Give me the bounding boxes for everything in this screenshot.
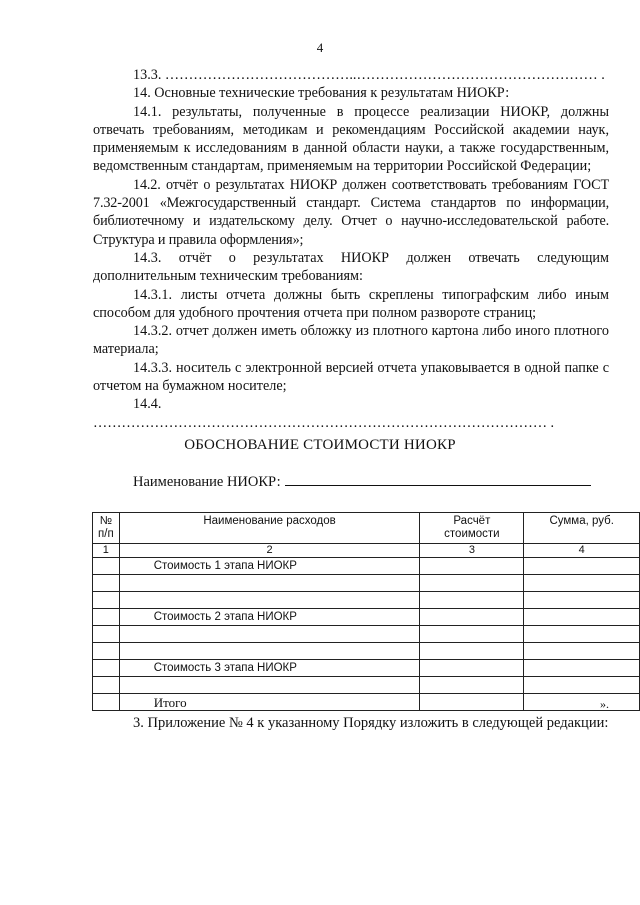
column-numbers-row — [93, 544, 640, 558]
niokr-name-label: Наименование НИОКР: — [133, 474, 281, 490]
table-cell — [524, 643, 640, 660]
appendix-paragraph: 3. Приложение № 4 к указанному Порядку изложить в следующей редакции: — [133, 715, 609, 731]
paragraph-14-4: 14.4. …………………………………………………………………………………… . — [93, 396, 555, 431]
requirements-text — [93, 66, 609, 432]
paragraph-14-2: 14.2. отчёт о результатах НИОКР должен соответствовать требованиям ГОСТ 7.32-2001 «Межгосударственный стандарт. Система стандартов по информации, библиотечному и издательскому делу. Отчет о научно-исследовательской работе. Структура и правила оформления»; — [93, 176, 609, 248]
paragraph-14-3: 14.3. отчёт о результатах НИОКР должен отвечать следующим дополнительным техническим требованиям: — [93, 249, 609, 285]
table-cell: Стоимость 2 этапа НИОКР — [119, 609, 420, 626]
table-cell — [93, 575, 120, 592]
table-cell — [524, 660, 640, 677]
table-row — [93, 575, 640, 592]
table-row — [93, 609, 640, 626]
table-cell — [119, 643, 420, 660]
header-expense-name: Наименование расходов — [119, 513, 420, 544]
table-cell — [420, 592, 524, 609]
table-row — [93, 592, 640, 609]
column-number: 2 — [119, 544, 420, 558]
table-cell — [93, 660, 120, 677]
table-cell — [524, 694, 640, 711]
table-cell — [420, 575, 524, 592]
niokr-name-line — [133, 474, 591, 491]
section-heading: ОБОСНОВАНИЕ СТОИМОСТИ НИОКР — [184, 437, 456, 453]
table-cell: Стоимость 3 этапа НИОКР — [119, 660, 420, 677]
table-cell — [420, 694, 524, 711]
table-cell — [119, 626, 420, 643]
table-header-row — [93, 513, 640, 544]
header-calculation: Расчёт стоимости — [420, 513, 524, 544]
header-amount: Сумма, руб. — [524, 513, 640, 544]
paragraph-14-3-2: 14.3.2. отчет должен иметь обложку из плотного картона либо иного плотного материала; — [93, 323, 609, 358]
table-cell — [93, 677, 120, 694]
table-cell — [119, 677, 420, 694]
table-cell — [524, 677, 640, 694]
table-cell — [420, 660, 524, 677]
table-row — [93, 677, 640, 694]
page-number: 4 — [316, 40, 324, 55]
table-cell — [420, 558, 524, 575]
appendix-paragraph-block — [93, 714, 609, 733]
column-number: 3 — [420, 544, 524, 558]
table-cell — [524, 558, 640, 575]
table-row — [93, 626, 640, 643]
closing-quote: ». — [600, 697, 609, 711]
table-cell — [420, 643, 524, 660]
table-cell — [93, 558, 120, 575]
table-cell — [93, 694, 120, 711]
column-number: 4 — [524, 544, 640, 558]
table-row — [93, 660, 640, 677]
niokr-name-blank — [285, 484, 591, 486]
table-row — [93, 558, 640, 575]
paragraph-14-3-3: 14.3.3. носитель с электронной версией отчета упаковывается в одной папке с отчетом на бумажном носителе; — [93, 359, 609, 395]
table-cell — [420, 609, 524, 626]
table-cell — [524, 609, 640, 626]
table-cell — [524, 626, 640, 643]
table-cell — [93, 592, 120, 609]
table-cell — [119, 592, 420, 609]
table-cell — [420, 677, 524, 694]
cost-table — [92, 512, 640, 711]
column-number: 1 — [93, 544, 120, 558]
paragraph-14-1: 14.1. результаты, полученные в процессе реализации НИОКР, должны отвечать требованиям, методикам и рекомендациям Российской академии наук, применяемым к исследованиям в данной области науки, а также государственным, ведомственным стандартам, применяемым на территории Российской Федерации; — [93, 103, 609, 175]
table-total-row — [93, 694, 640, 711]
total-label: Итого — [119, 694, 420, 711]
table-cell — [93, 626, 120, 643]
table-cell — [93, 609, 120, 626]
table-row — [93, 643, 640, 660]
paragraph-13-3: 13.3. …………………………………..…………………………………………… . — [133, 67, 605, 83]
table-cell — [420, 626, 524, 643]
table-cell — [119, 575, 420, 592]
table-cell — [524, 575, 640, 592]
table-cell — [524, 592, 640, 609]
table-cell — [93, 643, 120, 660]
header-number: № п/п — [93, 513, 120, 544]
paragraph-14-3-1: 14.3.1. листы отчета должны быть скреплены типографским либо иным способом для удобного прочтения отчета при полном развороте страниц; — [93, 286, 609, 321]
paragraph-14: 14. Основные технические требования к результатам НИОКР: — [133, 85, 510, 102]
table-cell: Стоимость 1 этапа НИОКР — [119, 558, 420, 575]
